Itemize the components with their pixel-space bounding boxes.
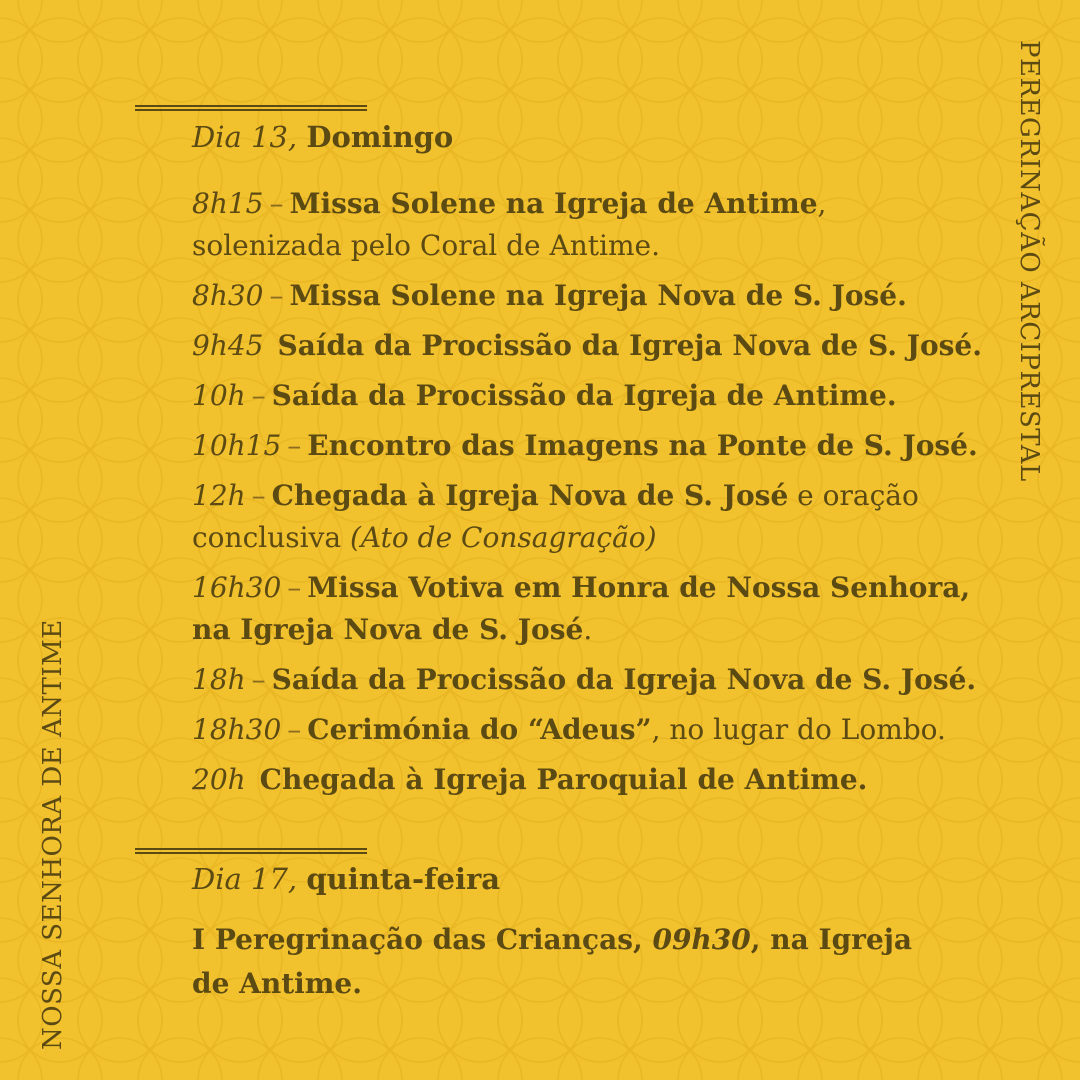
entry-title: Saída da Procissão da Igreja Nova de S. José.: [277, 329, 982, 362]
schedule-entry: [192, 659, 982, 701]
side-title-right: PEREGRINAÇÃO ARCIPRESTAL: [1014, 40, 1044, 482]
entry-time: 12h: [192, 479, 246, 512]
entry-title: Missa Solene na Igreja de Antime: [289, 187, 818, 220]
day-heading-1: [192, 120, 453, 154]
entry-time: 18h30: [192, 713, 282, 746]
entry-title: Missa Solene na Igreja Nova de S. José.: [289, 279, 907, 312]
entry-separator: –: [269, 279, 284, 312]
entry-title: Cerimónia do “Adeus”: [307, 713, 652, 746]
schedule-entry: [192, 567, 982, 651]
schedule-entry: [192, 425, 982, 467]
day-heading-2: [192, 862, 500, 896]
day-prefix: Dia 13,: [192, 120, 298, 154]
entry-separator: –: [251, 379, 266, 412]
entry-time: 16h30: [192, 571, 282, 604]
entry-separator: –: [269, 187, 284, 220]
entry-separator: –: [287, 713, 302, 746]
schedule-entry: [192, 759, 982, 801]
schedule-list: [192, 183, 982, 809]
day-weekday: quinta-feira: [306, 862, 501, 896]
entry-detail: , no lugar do Lombo.: [651, 713, 946, 746]
side-title-left: NOSSA SENHORA DE ANTIME: [38, 619, 68, 1050]
entry-title: Missa Votiva em Honra de Nossa Senhora, na Igreja Nova de S. José: [192, 571, 971, 646]
entry-title: Chegada à Igreja Nova de S. José: [271, 479, 789, 512]
closing-text-end: , na Igreja de Antime.: [192, 923, 913, 1000]
entry-time: 20h: [192, 763, 246, 796]
entry-time: 8h15: [192, 187, 264, 220]
entry-separator: [246, 763, 260, 796]
entry-time: 18h: [192, 663, 246, 696]
entry-separator: [263, 329, 277, 362]
entry-detail: e oração conclusiva: [192, 479, 919, 554]
schedule-entry: [192, 375, 982, 417]
schedule-entry: [192, 325, 982, 367]
entry-detail: .: [583, 613, 593, 646]
divider-rule: [135, 848, 367, 854]
entry-note: (Ato de Consagração): [349, 521, 657, 554]
entry-title: Saída da Procissão da Igreja de Antime.: [271, 379, 897, 412]
divider-rule: [135, 105, 367, 111]
schedule-entry: [192, 275, 982, 317]
day-weekday: Domingo: [306, 120, 454, 154]
closing-text: I Peregrinação das Crianças,: [192, 923, 653, 956]
entry-separator: –: [287, 571, 302, 604]
entry-time: 10h15: [192, 429, 282, 462]
entry-title: Saída da Procissão da Igreja Nova de S. José.: [271, 663, 977, 696]
entry-title: Encontro das Imagens na Ponte de S. José.: [307, 429, 978, 462]
entry-time: 8h30: [192, 279, 264, 312]
schedule-entry: [192, 709, 982, 751]
entry-time: 9h45: [192, 329, 264, 362]
entry-separator: –: [287, 429, 302, 462]
entry-separator: –: [251, 479, 266, 512]
closing-time: 09h30: [652, 923, 751, 956]
closing-announcement: [192, 918, 952, 1006]
day-prefix: Dia 17,: [192, 862, 298, 896]
entry-detail: , solenizada pelo Coral de Antime.: [192, 187, 827, 262]
schedule-entry: [192, 475, 982, 559]
entry-time: 10h: [192, 379, 246, 412]
entry-separator: –: [251, 663, 266, 696]
schedule-entry: [192, 183, 982, 267]
entry-title: Chegada à Igreja Paroquial de Antime.: [259, 763, 868, 796]
